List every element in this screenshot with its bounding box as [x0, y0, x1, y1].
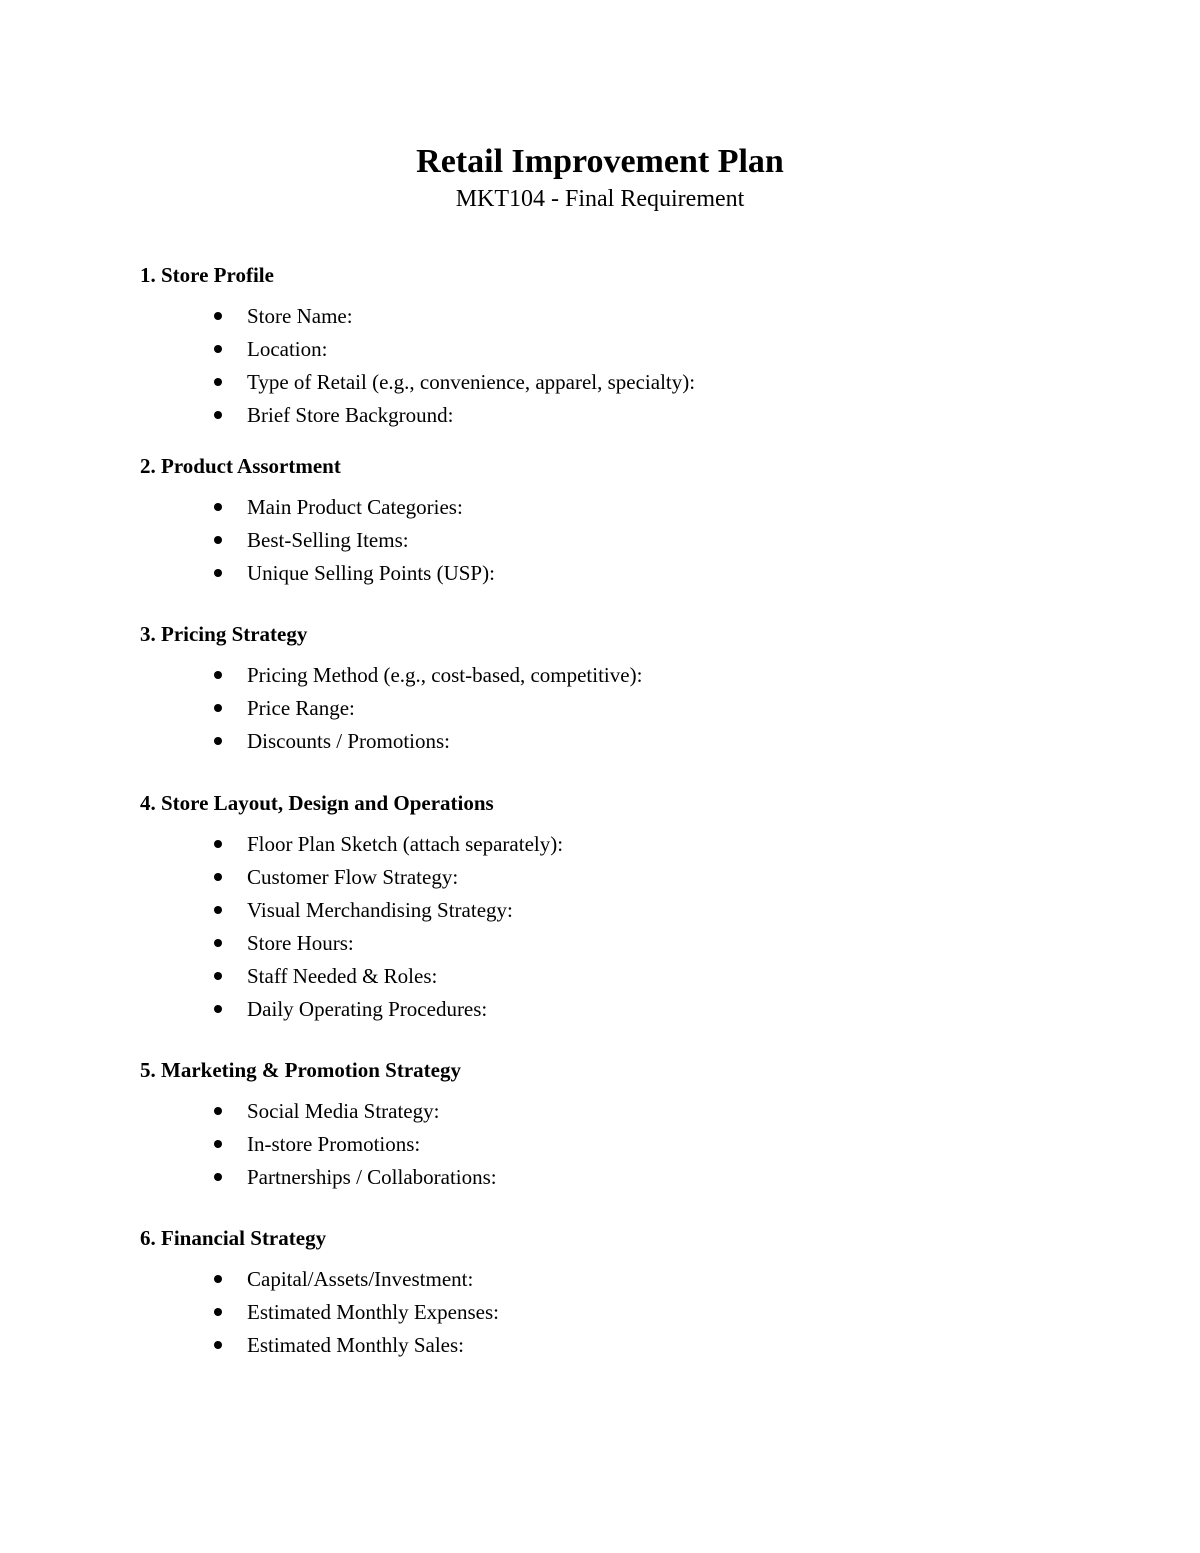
list-item [140, 726, 1100, 759]
bullet-icon [214, 972, 222, 980]
item-label: Main Product Categories: [247, 495, 463, 519]
bullet-icon [214, 569, 222, 577]
bullet-icon [214, 312, 222, 320]
bullet-icon [214, 1173, 222, 1181]
item-label: Estimated Monthly Expenses: [247, 1300, 499, 1324]
list-item [140, 1297, 1100, 1330]
item-list [140, 1096, 1100, 1195]
bullet-icon [214, 906, 222, 914]
bullet-icon [214, 840, 222, 848]
item-label: Partnerships / Collaborations: [247, 1165, 497, 1189]
list-item [140, 400, 1100, 433]
item-label: Discounts / Promotions: [247, 729, 451, 753]
section-store-profile [140, 261, 1100, 433]
bullet-icon [214, 503, 222, 511]
list-item [140, 928, 1100, 961]
item-label: Brief Store Background: [247, 403, 454, 427]
list-item [140, 301, 1100, 334]
section-store-layout [140, 789, 1100, 1027]
item-label: Visual Merchandising Strategy: [247, 898, 513, 922]
list-item [140, 334, 1100, 367]
item-label: Store Hours: [247, 931, 354, 955]
bullet-icon [214, 1341, 222, 1349]
section-product-assortment [140, 452, 1100, 591]
bullet-icon [214, 378, 222, 386]
section-marketing-promotion [140, 1056, 1100, 1195]
item-list [140, 301, 1100, 433]
section-heading: 2. Product Assortment [140, 454, 341, 478]
bullet-icon [214, 1107, 222, 1115]
bullet-icon [214, 411, 222, 419]
item-list [140, 660, 1100, 759]
list-item [140, 1096, 1100, 1129]
item-list [140, 492, 1100, 591]
item-list [140, 1264, 1100, 1363]
bullet-icon [214, 1005, 222, 1013]
bullet-icon [214, 345, 222, 353]
bullet-icon [214, 1308, 222, 1316]
item-label: Estimated Monthly Sales: [247, 1333, 464, 1357]
item-label: Best-Selling Items: [247, 528, 409, 552]
item-label: Pricing Method (e.g., cost-based, competitive): [247, 663, 643, 687]
list-item [140, 492, 1100, 525]
list-item [140, 994, 1100, 1027]
section-financial-strategy [140, 1224, 1100, 1363]
item-label: Type of Retail (e.g., convenience, apparel, specialty): [247, 370, 696, 394]
bullet-icon [214, 737, 222, 745]
list-item [140, 829, 1100, 862]
item-label: Price Range: [247, 696, 355, 720]
list-item [140, 1264, 1100, 1297]
list-item [140, 693, 1100, 726]
list-item [140, 660, 1100, 693]
bullet-icon [214, 1140, 222, 1148]
bullet-icon [214, 671, 222, 679]
section-heading: 6. Financial Strategy [140, 1226, 327, 1250]
list-item [140, 1330, 1100, 1363]
item-label: Unique Selling Points (USP): [247, 561, 495, 585]
item-label: Floor Plan Sketch (attach separately): [247, 832, 564, 856]
bullet-icon [214, 1275, 222, 1283]
bullet-icon [214, 536, 222, 544]
document-subtitle: MKT104 - Final Requirement [455, 186, 745, 212]
section-heading: 1. Store Profile [140, 263, 274, 287]
bullet-icon [214, 939, 222, 947]
list-item [140, 1129, 1100, 1162]
list-item [140, 558, 1100, 591]
section-heading: 3. Pricing Strategy [140, 622, 308, 646]
bullet-icon [214, 704, 222, 712]
list-item [140, 961, 1100, 994]
list-item [140, 895, 1100, 928]
list-item [140, 1162, 1100, 1195]
item-label: Capital/Assets/Investment: [247, 1267, 474, 1291]
item-label: Staff Needed & Roles: [247, 964, 438, 988]
item-label: Location: [247, 337, 328, 361]
section-heading: 5. Marketing & Promotion Strategy [140, 1058, 461, 1082]
section-pricing-strategy [140, 620, 1100, 759]
document-title: Retail Improvement Plan [416, 143, 784, 180]
section-heading: 4. Store Layout, Design and Operations [140, 791, 494, 815]
list-item [140, 367, 1100, 400]
item-label: Customer Flow Strategy: [247, 865, 459, 889]
list-item [140, 525, 1100, 558]
item-label: Social Media Strategy: [247, 1099, 440, 1123]
item-label: Daily Operating Procedures: [247, 997, 488, 1021]
bullet-icon [214, 873, 222, 881]
item-label: Store Name: [247, 304, 353, 328]
list-item [140, 862, 1100, 895]
item-label: In-store Promotions: [247, 1132, 421, 1156]
item-list [140, 829, 1100, 1027]
